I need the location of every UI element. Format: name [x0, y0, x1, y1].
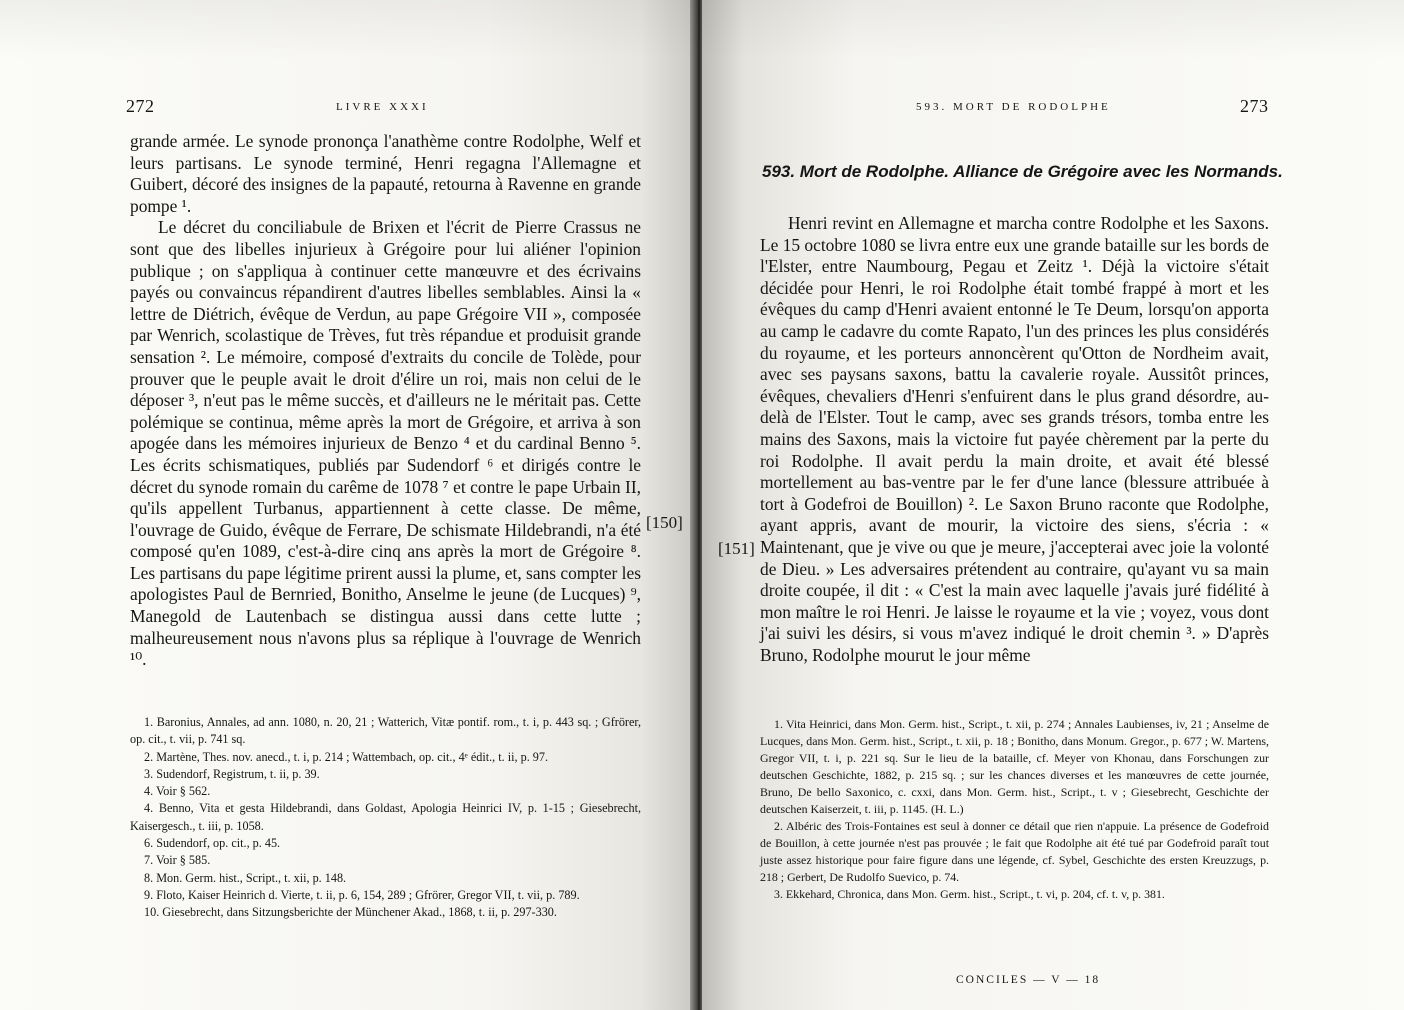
footnote: 2. Martène, Thes. nov. anecd., t. i, p. 214 ; Wattembach, op. cit., 4ᵉ édit., t. ii, p. 97. [144, 749, 549, 764]
footnote: 3. Sudendorf, Registrum, t. ii, p. 39. [144, 766, 320, 781]
footnote: 8. Mon. Germ. hist., Script., t. xii, p. 148. [144, 870, 347, 885]
left-paragraph-1: grande armée. Le synode prononça l'anathème contre Rodolphe, Welf et leurs partisans. Le synode terminé, Henri regagna l'Allemagne et Guibert, décoré des insignes de la papauté, retourna à Ravenne en grande pompe ¹. [130, 131, 641, 216]
footnote: 9. Floto, Kaiser Heinrich d. Vierte, t. ii, p. 6, 154, 289 ; Gfrörer, Gregor VII, t. vii, p. 789. [144, 887, 580, 902]
left-page [0, 0, 696, 1010]
footnote: 10. Giesebrecht, dans Sitzungsberichte der Münchener Akad., 1868, t. ii, p. 297-330. [144, 905, 557, 920]
right-page [702, 0, 1404, 1010]
left-body-text [130, 131, 641, 671]
footnote: 1. Baronius, Annales, ad ann. 1080, n. 20, 21 ; Watterich, Vitæ pontif. rom., t. i, p. 443 sq. ; Gfrörer, op. cit., t. vii, p. 741 sq. [130, 715, 641, 747]
left-running-head: LIVRE XXXI [336, 101, 429, 113]
footnote: 4. Voir § 562. [144, 784, 211, 799]
footnote: 1. Vita Heinrici, dans Mon. Germ. hist., Script., t. xii, p. 274 ; Annales Laubienses, iv, 21 ; Anselme de Lucques, dans Mon. Germ. hist., Script., t. xii, p. 18 ; Bonitho, dans Monum. Gregor., p. 677 ; W. Martens, Gregor VII, t. i, p. 221 sq. Sur le lieu de la bataille, cf. Meyer von Khonau, dans Forschungen zur deutschen Geschichte, 1882, p. 215 sq. ; sur les chances diverses et les manœuvres de cette journée, Bruno, De bello Saxonico, c. cxxi, dans Mon. Germ. hist., Script., t. v ; Giesebrecht, Geschichte der deutschen Kaiserzeit, t. iii, p. 1145. (H. L.) [760, 717, 1269, 816]
footnote: 3. Ekkehard, Chronica, dans Mon. Germ. hist., Script., t. vi, p. 204, cf. t. v, p. 381. [774, 887, 1165, 901]
right-body-text [760, 213, 1269, 666]
left-footnotes [130, 714, 641, 922]
footnote: 7. Voir § 585. [144, 853, 211, 868]
left-paragraph-2: Le décret du conciliabule de Brixen et l'écrit de Pierre Crassus ne sont que des libelles injurieux à Grégoire pour lui aliéner l'opinion publique ; on s'appliqua à continuer cette manœuvre et des écrivains payés ou convaincus répandirent d'autres libelles semblables. Ainsi la « lettre de Diétrich, évêque de Verdun, au pape Grégoire VII », composée par Wenrich, scolastique de Trèves, fut très répandue et produisit grande sensation ². Le mémoire, composé d'extraits du concile de Tolède, pour prouver que le peuple avait le droit d'élire un roi, mais non celui de le déposer ³, n'eut pas le même succès, et d'ailleurs ne le méritait pas. Cette polémique se continua, même après la mort de Grégoire, et arriva à son apogée dans les mémoires injurieux de Benzo ⁴ et du cardinal Benno ⁵. Les écrits schismatiques, publiés par Sudendorf ⁶ et dirigés contre le décret du synode romain du carême de 1078 ⁷ et contre le pape Urbain II, qu'ils appellent Turbanus, appartiennent à cette classe. De même, l'ouvrage de Guido, évêque de Ferrare, De schismate Hildebrandi, n'a été composé qu'en 1089, c'est-à-dire cinq ans après la mort de Grégoire ⁸. Les partisans du pape légitime prirent aussi la plume, et, sans compter les apologistes Paul de Bernried, Bonitho, Anselme le jeune (de Lucques) ⁹, Manegold de Lautenbach se distingua aussi dans cette lutte ; malheureusement nous n'avons plus sa réplique à l'ouvrage de Wenrich ¹⁰. [130, 217, 641, 670]
footnote: 6. Sudendorf, op. cit., p. 45. [144, 836, 281, 851]
right-running-head: 593. MORT DE RODOLPHE [916, 101, 1111, 113]
right-page-number: 273 [1240, 96, 1269, 116]
section-heading: 593. Mort de Rodolphe. Alliance de Grégoire avec les Normands. [762, 162, 1283, 181]
right-footnotes [760, 716, 1269, 903]
footnote: 4. Benno, Vita et gesta Hildebrandi, dans Goldast, Apologia Heinrici IV, p. 1-15 ; Giesebrecht, Kaisergesch., t. iii, p. 1058. [130, 801, 641, 833]
left-page-number: 272 [126, 96, 155, 116]
right-margin-number: [151] [718, 539, 755, 558]
right-paragraph-1: Henri revint en Allemagne et marcha contre Rodolphe et les Saxons. Le 15 octobre 1080 se livra entre eux une grande bataille sur les bords de l'Elster, entre Naumbourg, Pegau et Zeitz ¹. Déjà la victoire s'était décidée pour Henri, le roi Rodolphe était tombé frappé à mort et les évêques du camp d'Henri avaient entonné le Te Deum, lorsqu'on apporta au camp le cadavre du comte Rapato, l'un des princes les plus considérés du royaume, et les porteurs annoncèrent qu'Otton de Nordheim avait, avec ses paysans saxons, battu la cavalerie royale. Aussitôt princes, évêques, chevaliers d'Henri s'enfuirent dans le plus grand désordre, au-delà de l'Elster. Tout le camp, avec ses grands trésors, tomba entre les mains des Saxons, mais la victoire fut payée chèrement par la perte du roi Rodolphe. Il avait perdu la main droite, et avait été blessé mortellement au bas-ventre par le fer d'une lance (blessure attribuée à tort à Godefroi de Bouillon) ². Le Saxon Bruno raconte que Rodolphe, ayant appris, avant de mourir, la victoire des siens, s'écria : « Maintenant, que je vive ou que je meure, j'accepterai avec joie la volonté de Dieu. » Les adversaires prétendent au contraire, qu'ayant vu sa main droite coupée, il dit : « C'est la main avec laquelle j'avais juré fidélité à mon maître le roi Henri. Je laisse le royaume et la vie ; voyez, vous dont j'ai suivi les désirs, si vous m'avez indiqué le droit chemin ³. » D'après Bruno, Rodolphe mourut le jour même [760, 213, 1269, 665]
left-margin-number: [150] [646, 513, 683, 532]
footnote: 2. Albéric des Trois-Fontaines est seul à donner ce détail que rien n'appuie. La présence de Godefroid de Bouillon, à cette journée n'est pas prouvée ; le fait que Rodolphe ait été tué par Godefroid paraît tout juste assez historique pour faire figure dans une légende, cf. Sybel, Geschichte des ersten Kreuzzugs, p. 218 ; Gerbert, De Rudolfo Suevico, p. 74. [760, 819, 1269, 884]
page-signature: CONCILES — V — 18 [956, 974, 1101, 986]
